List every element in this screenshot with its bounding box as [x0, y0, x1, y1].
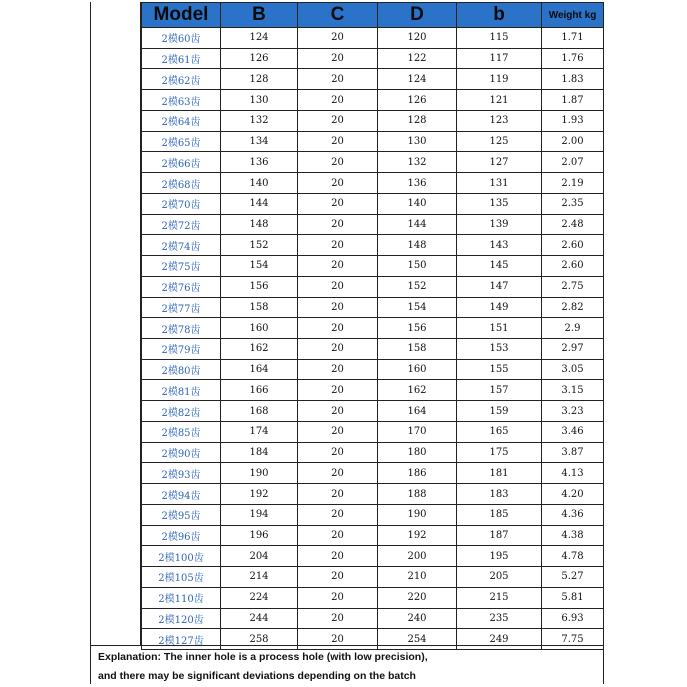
table-row: [142, 359, 604, 380]
cell-b-lower: 123: [457, 110, 542, 131]
cell-b-lower: 185: [457, 504, 542, 525]
cell-c: 20: [298, 235, 378, 256]
cell-c: 20: [298, 152, 378, 173]
cell-d: 220: [378, 587, 457, 608]
cell-model: 2模66齿: [142, 152, 221, 173]
cell-c: 20: [298, 193, 378, 214]
table-body: [142, 28, 604, 650]
cell-d: 150: [378, 256, 457, 277]
cell-b-lower: 195: [457, 546, 542, 567]
cell-c: 20: [298, 28, 378, 49]
cell-b-lower: 119: [457, 69, 542, 90]
cell-weight: 1.87: [542, 90, 604, 111]
cell-d: 240: [378, 608, 457, 629]
cell-model: 2模65齿: [142, 131, 221, 152]
cell-model: 2模96齿: [142, 525, 221, 546]
cell-b-lower: 121: [457, 90, 542, 111]
cell-b-upper: 196: [221, 525, 298, 546]
cell-b-lower: 153: [457, 339, 542, 360]
cell-d: 140: [378, 193, 457, 214]
header-model: Model: [142, 3, 221, 28]
cell-b-lower: 249: [457, 629, 542, 650]
cell-c: 20: [298, 256, 378, 277]
left-margin-column: [90, 2, 141, 645]
table-row: [142, 69, 604, 90]
cell-b-lower: 135: [457, 193, 542, 214]
cell-model: 2模105齿: [142, 567, 221, 588]
cell-model: 2模93齿: [142, 463, 221, 484]
cell-b-upper: 192: [221, 484, 298, 505]
cell-weight: 2.9: [542, 318, 604, 339]
cell-b-upper: 154: [221, 256, 298, 277]
cell-d: 180: [378, 442, 457, 463]
cell-b-upper: 168: [221, 401, 298, 422]
cell-weight: 7.75: [542, 629, 604, 650]
cell-c: 20: [298, 297, 378, 318]
cell-b-upper: 258: [221, 629, 298, 650]
cell-b-upper: 156: [221, 276, 298, 297]
cell-c: 20: [298, 359, 378, 380]
table-row: [142, 546, 604, 567]
cell-b-upper: 130: [221, 90, 298, 111]
cell-c: 20: [298, 380, 378, 401]
cell-b-lower: 183: [457, 484, 542, 505]
cell-c: 20: [298, 318, 378, 339]
table-row: [142, 276, 604, 297]
cell-b-upper: 190: [221, 463, 298, 484]
header-weight: Weight kg: [542, 3, 604, 28]
gear-spec-table: [141, 2, 604, 650]
cell-weight: 2.48: [542, 214, 604, 235]
cell-b-upper: 128: [221, 69, 298, 90]
cell-b-upper: 140: [221, 173, 298, 194]
cell-c: 20: [298, 525, 378, 546]
cell-b-upper: 162: [221, 339, 298, 360]
cell-model: 2模75齿: [142, 256, 221, 277]
cell-b-lower: 205: [457, 567, 542, 588]
cell-b-lower: 127: [457, 152, 542, 173]
cell-c: 20: [298, 276, 378, 297]
cell-b-lower: 131: [457, 173, 542, 194]
cell-d: 130: [378, 131, 457, 152]
cell-weight: 3.23: [542, 401, 604, 422]
cell-b-upper: 134: [221, 131, 298, 152]
cell-weight: 2.75: [542, 276, 604, 297]
cell-d: 156: [378, 318, 457, 339]
table-row: [142, 421, 604, 442]
header-row: [142, 3, 604, 28]
cell-d: 120: [378, 28, 457, 49]
table-row: [142, 463, 604, 484]
cell-b-lower: 187: [457, 525, 542, 546]
table-row: [142, 504, 604, 525]
cell-weight: 4.78: [542, 546, 604, 567]
table-row: [142, 339, 604, 360]
cell-weight: 6.93: [542, 608, 604, 629]
cell-b-lower: 215: [457, 587, 542, 608]
cell-d: 188: [378, 484, 457, 505]
cell-d: 192: [378, 525, 457, 546]
cell-weight: 1.76: [542, 48, 604, 69]
table-row: [142, 525, 604, 546]
cell-d: 152: [378, 276, 457, 297]
cell-d: 160: [378, 359, 457, 380]
cell-weight: 2.97: [542, 339, 604, 360]
cell-weight: 2.60: [542, 256, 604, 277]
cell-model: 2模77齿: [142, 297, 221, 318]
cell-d: 162: [378, 380, 457, 401]
cell-d: 200: [378, 546, 457, 567]
cell-c: 20: [298, 339, 378, 360]
header-b-upper: B: [221, 3, 298, 28]
table-row: [142, 297, 604, 318]
cell-b-lower: 165: [457, 421, 542, 442]
cell-model: 2模95齿: [142, 504, 221, 525]
cell-b-lower: 117: [457, 48, 542, 69]
cell-c: 20: [298, 504, 378, 525]
cell-weight: 5.27: [542, 567, 604, 588]
cell-b-upper: 152: [221, 235, 298, 256]
table-row: [142, 587, 604, 608]
cell-model: 2模100齿: [142, 546, 221, 567]
cell-model: 2模62齿: [142, 69, 221, 90]
table-row: [142, 318, 604, 339]
cell-b-lower: 149: [457, 297, 542, 318]
cell-b-lower: 151: [457, 318, 542, 339]
cell-b-upper: 184: [221, 442, 298, 463]
cell-b-upper: 132: [221, 110, 298, 131]
cell-c: 20: [298, 546, 378, 567]
cell-weight: 5.81: [542, 587, 604, 608]
cell-b-upper: 166: [221, 380, 298, 401]
cell-c: 20: [298, 608, 378, 629]
cell-d: 122: [378, 48, 457, 69]
cell-c: 20: [298, 69, 378, 90]
cell-weight: 4.36: [542, 504, 604, 525]
cell-c: 20: [298, 463, 378, 484]
cell-model: 2模90齿: [142, 442, 221, 463]
table-row: [142, 152, 604, 173]
cell-b-lower: 155: [457, 359, 542, 380]
cell-b-lower: 181: [457, 463, 542, 484]
cell-c: 20: [298, 401, 378, 422]
table-row: [142, 256, 604, 277]
cell-b-upper: 174: [221, 421, 298, 442]
cell-weight: 1.93: [542, 110, 604, 131]
cell-weight: 2.00: [542, 131, 604, 152]
header-c: C: [298, 3, 378, 28]
table-row: [142, 193, 604, 214]
cell-d: 210: [378, 567, 457, 588]
cell-model: 2模79齿: [142, 339, 221, 360]
cell-model: 2模94齿: [142, 484, 221, 505]
header-d: D: [378, 3, 457, 28]
cell-weight: 4.20: [542, 484, 604, 505]
cell-b-upper: 124: [221, 28, 298, 49]
table-row: [142, 173, 604, 194]
cell-b-lower: 175: [457, 442, 542, 463]
cell-model: 2模82齿: [142, 401, 221, 422]
cell-d: 164: [378, 401, 457, 422]
table-row: [142, 110, 604, 131]
cell-model: 2模60齿: [142, 28, 221, 49]
cell-b-upper: 214: [221, 567, 298, 588]
cell-b-upper: 158: [221, 297, 298, 318]
cell-b-lower: 115: [457, 28, 542, 49]
table-row: [142, 608, 604, 629]
cell-weight: 3.46: [542, 421, 604, 442]
cell-model: 2模78齿: [142, 318, 221, 339]
cell-weight: 4.13: [542, 463, 604, 484]
cell-weight: 2.19: [542, 173, 604, 194]
cell-c: 20: [298, 587, 378, 608]
cell-d: 170: [378, 421, 457, 442]
cell-b-lower: 147: [457, 276, 542, 297]
cell-b-upper: 194: [221, 504, 298, 525]
cell-weight: 3.05: [542, 359, 604, 380]
table-row: [142, 401, 604, 422]
cell-weight: 1.71: [542, 28, 604, 49]
cell-model: 2模127齿: [142, 629, 221, 650]
cell-b-lower: 139: [457, 214, 542, 235]
cell-d: 154: [378, 297, 457, 318]
cell-b-lower: 235: [457, 608, 542, 629]
cell-model: 2模85齿: [142, 421, 221, 442]
cell-model: 2模70齿: [142, 193, 221, 214]
cell-weight: 3.87: [542, 442, 604, 463]
cell-weight: 4.38: [542, 525, 604, 546]
cell-d: 148: [378, 235, 457, 256]
cell-model: 2模64齿: [142, 110, 221, 131]
cell-c: 20: [298, 173, 378, 194]
cell-c: 20: [298, 629, 378, 650]
cell-model: 2模74齿: [142, 235, 221, 256]
cell-d: 190: [378, 504, 457, 525]
cell-c: 20: [298, 90, 378, 111]
cell-d: 124: [378, 69, 457, 90]
cell-model: 2模76齿: [142, 276, 221, 297]
table-row: [142, 484, 604, 505]
cell-b-upper: 224: [221, 587, 298, 608]
cell-c: 20: [298, 421, 378, 442]
cell-b-upper: 160: [221, 318, 298, 339]
cell-weight: 2.82: [542, 297, 604, 318]
cell-c: 20: [298, 131, 378, 152]
cell-b-upper: 204: [221, 546, 298, 567]
cell-b-upper: 136: [221, 152, 298, 173]
cell-b-upper: 144: [221, 193, 298, 214]
cell-d: 136: [378, 173, 457, 194]
cell-weight: 1.83: [542, 69, 604, 90]
cell-model: 2模120齿: [142, 608, 221, 629]
cell-d: 186: [378, 463, 457, 484]
cell-weight: 2.60: [542, 235, 604, 256]
cell-weight: 3.15: [542, 380, 604, 401]
cell-model: 2模80齿: [142, 359, 221, 380]
cell-d: 158: [378, 339, 457, 360]
cell-weight: 2.07: [542, 152, 604, 173]
cell-b-lower: 157: [457, 380, 542, 401]
table-row: [142, 567, 604, 588]
cell-b-upper: 148: [221, 214, 298, 235]
cell-d: 254: [378, 629, 457, 650]
table-row: [142, 214, 604, 235]
cell-c: 20: [298, 214, 378, 235]
cell-b-lower: 145: [457, 256, 542, 277]
cell-model: 2模63齿: [142, 90, 221, 111]
cell-d: 126: [378, 90, 457, 111]
table-row: [142, 131, 604, 152]
table-row: [142, 48, 604, 69]
header-b-lower: b: [457, 3, 542, 28]
cell-weight: 2.35: [542, 193, 604, 214]
cell-b-lower: 159: [457, 401, 542, 422]
note-line-2: and there may be significant deviations depending on the batch: [98, 670, 416, 682]
cell-b-upper: 244: [221, 608, 298, 629]
explanation-note: [91, 645, 603, 683]
cell-c: 20: [298, 442, 378, 463]
cell-model: 2模81齿: [142, 380, 221, 401]
note-line-1: Explanation: The inner hole is a process hole (with low precision),: [98, 651, 428, 663]
table-row: [142, 380, 604, 401]
cell-model: 2模61齿: [142, 48, 221, 69]
cell-c: 20: [298, 48, 378, 69]
cell-c: 20: [298, 484, 378, 505]
table-row: [142, 442, 604, 463]
cell-b-upper: 126: [221, 48, 298, 69]
cell-model: 2模72齿: [142, 214, 221, 235]
cell-d: 144: [378, 214, 457, 235]
cell-model: 2模68齿: [142, 173, 221, 194]
cell-d: 128: [378, 110, 457, 131]
cell-c: 20: [298, 110, 378, 131]
cell-c: 20: [298, 567, 378, 588]
cell-b-lower: 125: [457, 131, 542, 152]
table-row: [142, 90, 604, 111]
table-row: [142, 235, 604, 256]
table-row: [142, 28, 604, 49]
cell-b-lower: 143: [457, 235, 542, 256]
cell-model: 2模110齿: [142, 587, 221, 608]
cell-b-upper: 164: [221, 359, 298, 380]
cell-d: 132: [378, 152, 457, 173]
